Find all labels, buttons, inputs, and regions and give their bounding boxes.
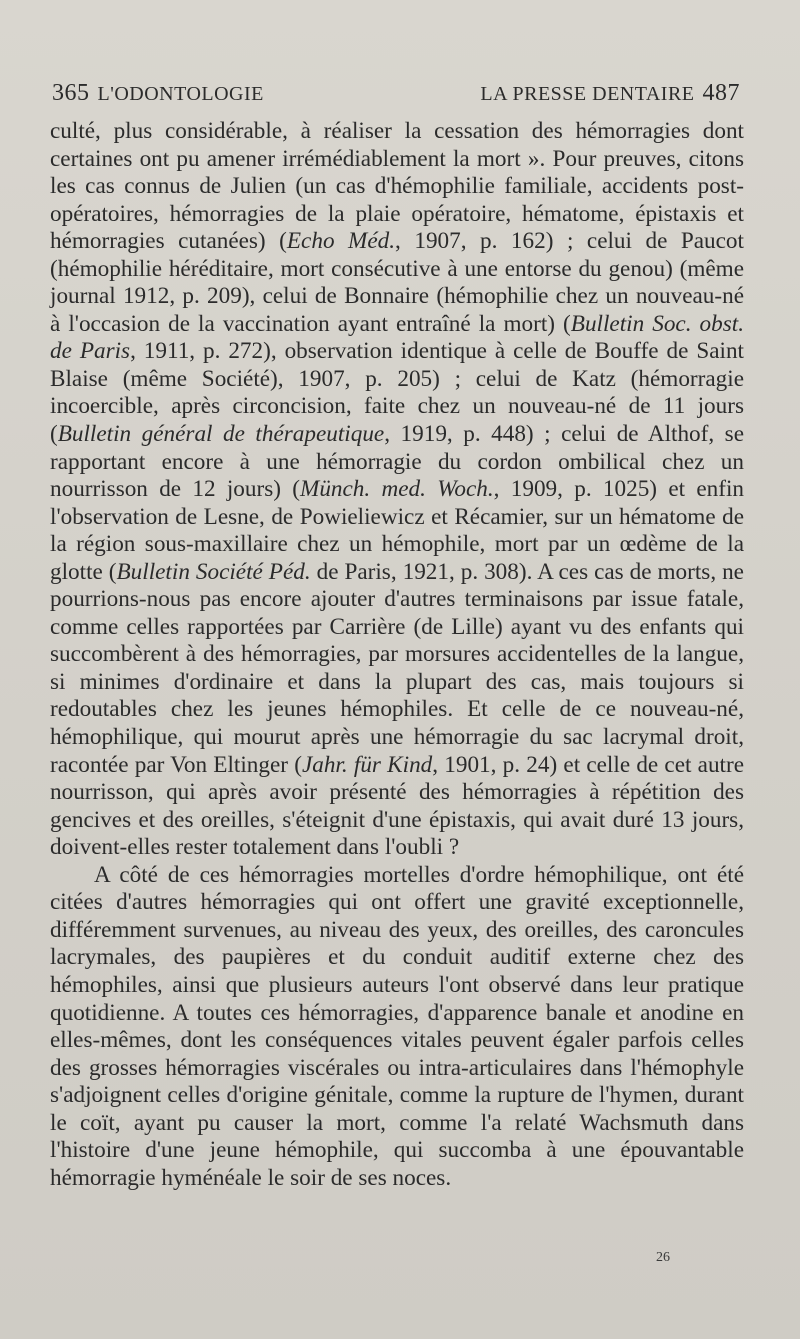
running-head-left	[52, 80, 264, 107]
text-run: , 1907, p. 162) ; celui de Paucot (hémophilie héréditaire, mort consécutive à une entorse du genou) (même journal 1912, p. 209), celui de Bonnaire (hémophilie chez un nouveau-né à l'occasion de la vaccination ayant entraîné la mort) (	[50, 228, 744, 337]
left-page-number: 365	[52, 80, 90, 106]
running-head	[52, 80, 740, 114]
paragraph-2	[50, 862, 744, 1193]
right-page-number: 487	[702, 80, 740, 106]
signature-folio: 26	[656, 1250, 670, 1265]
running-head-right	[480, 80, 740, 107]
text-run: , 1901, p. 24) et celle de cet autre nourrisson, qui après avoir présenté des hémorragies à répétition des gencives et des oreilles, s'éteignit d'une épistaxis, qui avait duré 13 jours, doivent-elles rester totalement dans l'oubli ?	[50, 751, 745, 861]
body-text	[50, 118, 744, 1192]
text-run: de Paris, 1921, p. 308). A ces cas de morts, ne pourrions-nous pas encore ajouter d'autres terminaisons par issue fatale, comme celles rapportées par Carrière (de Lille) ayant vu des enfants qui succombèrent à des hémorragies, par morsures accidentelles de la langue, si minimes d'ordinaire et dans la plupart des cas, mais toujours si redoutables chez les jeunes hémophiles. Et celle de ce nouveau-né, hémophilique, qui mourut après une hémorragie du sac lacrymal droit, racontée par Von Eltinger (	[50, 558, 744, 778]
text-run: culté, plus considérable, à réaliser la cessation des hémorragies dont certaines ont pu amener irrémédiablement la mort ». Pour preuves, citons les cas connus de Julien (un cas d'hémophilie familiale, accidents post-opératoires, hémorragies de la plaie opératoire, hématome, épistaxis et hémorragies cutanées) (	[50, 118, 744, 255]
citation-title: Bulletin Société Péd.	[116, 558, 311, 585]
citation-title: Bulletin Soc. obst. de Paris	[50, 310, 745, 365]
paragraph-1	[50, 118, 744, 862]
citation-title: Bulletin général de thérapeutique	[57, 421, 385, 448]
citation-title: Münch. med. Woch.	[300, 476, 494, 503]
text-run: A côté de ces hémorragies mortelles d'ordre hémophilique, ont été citées d'autres hémorragies qui ont offert une gravité exceptionnelle, différemment survenues, au niveau des yeux, des oreilles, des caroncules lacrymales, des paupières et du conduit auditif externe chez des hémophiles, ainsi que plusieurs auteurs l'ont observé dans leur pratique quotidienne. A toutes ces hémorragies, d'apparence banale et anodine en elles-mêmes, dont les conséquences vitales peuvent égaler parfois celles des grosses hémorragies viscérales ou intra-articulaires dans l'hémophyle s'adjoignent celles d'origine génitale, comme la rupture de l'hymen, durant le coït, ayant pu causer la mort, comme l'a relaté Wachsmuth dans l'histoire d'une jeune hémophile, qui succomba à une épouvantable hémorragie hyménéale le soir de ses noces.	[50, 861, 744, 1191]
left-journal-title: L'ODONTOLOGIE	[97, 83, 264, 105]
right-journal-title: LA PRESSE DENTAIRE	[480, 83, 695, 105]
text-run: , 1919, p. 448) ; celui de Althof, se rapportant encore à une hémorragie du cordon ombilical chez un nourrisson de 12 jours) (	[50, 421, 745, 503]
citation-title: Jahr. für Kind	[301, 751, 433, 778]
text-run: , 1909, p. 1025) et enfin l'observation de Lesne, de Powieliewicz et Récamier, sur un hématome de la région sous-maxillaire chez un hémophile, mort par un œdème de la glotte (	[50, 476, 744, 585]
citation-title: Echo Méd.	[286, 228, 396, 255]
text-run: , 1911, p. 272), observation identique à celle de Bouffe de Saint Blaise (même Société), 1907, p. 205) ; celui de Katz (hémorragie incoercible, après circoncision, faite chez un nouveau-né de 11 jours (	[50, 338, 744, 448]
